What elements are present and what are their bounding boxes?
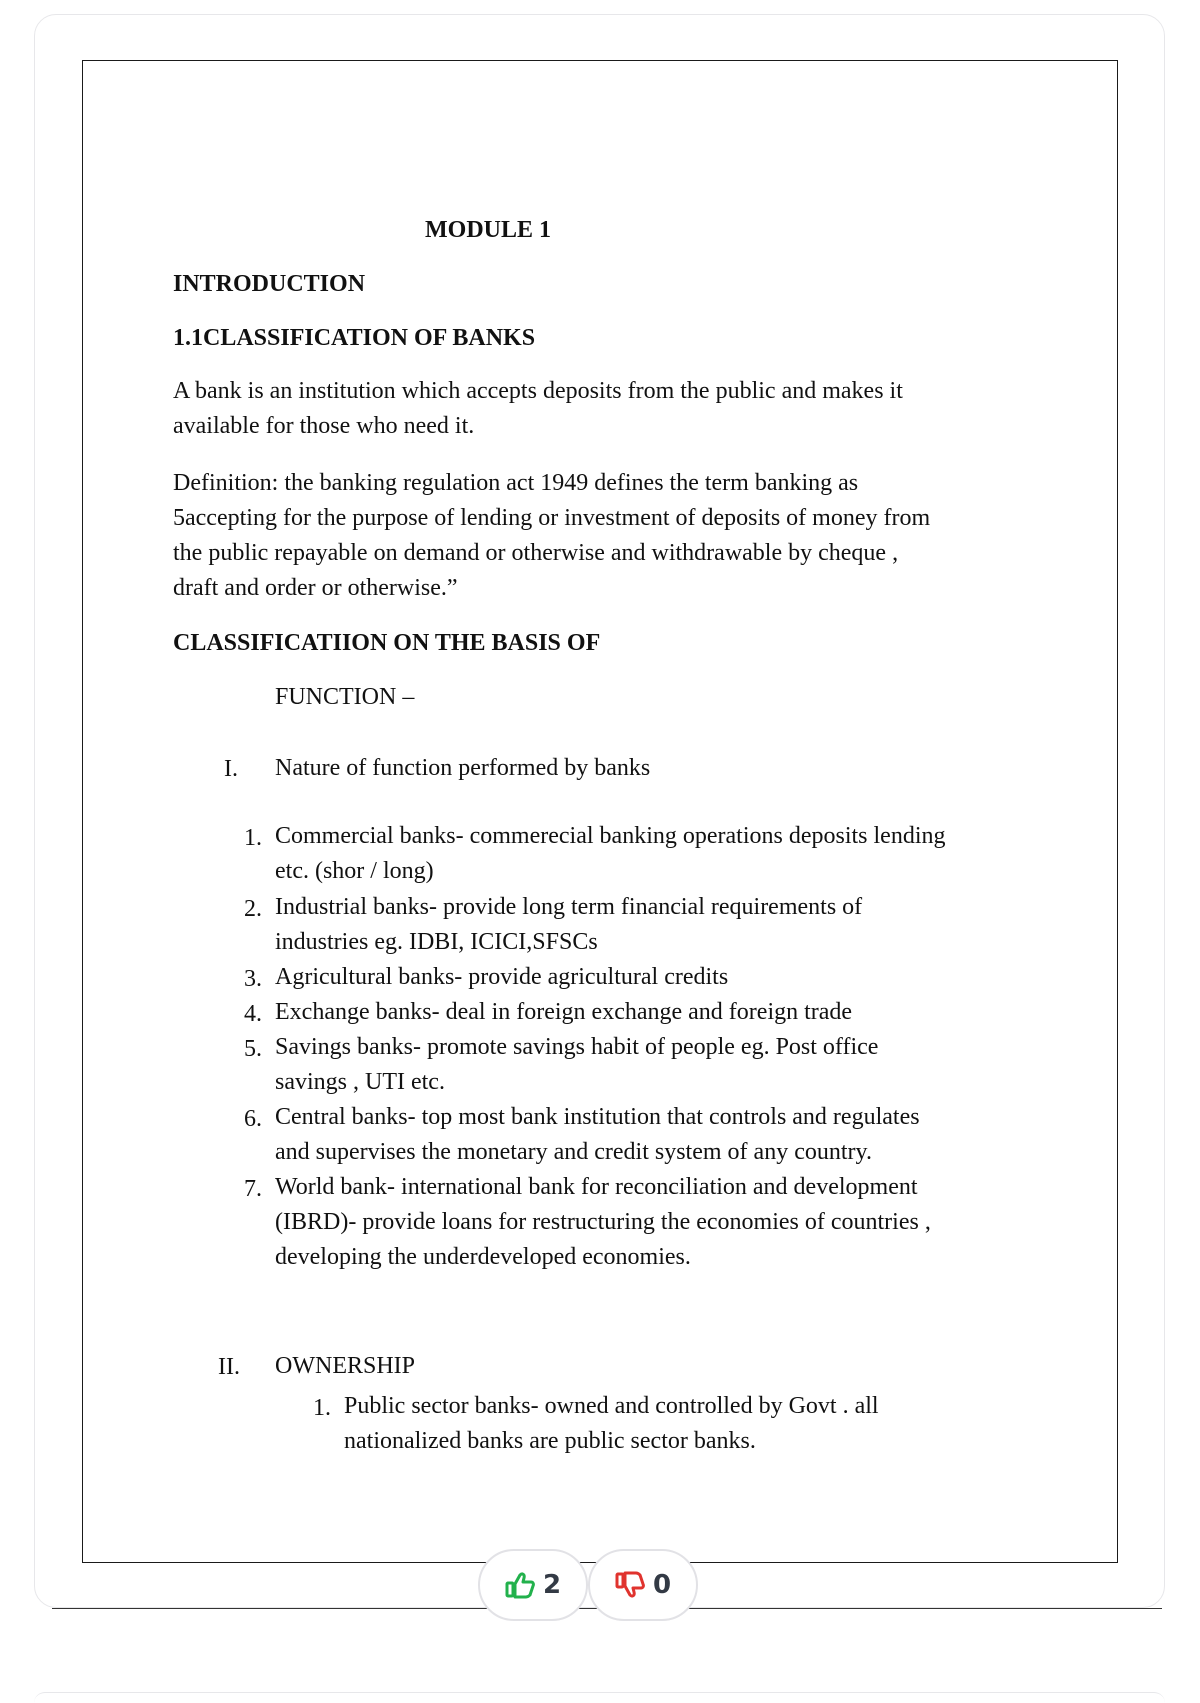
definition-line: 5accepting for the purpose of lending or investment of deposits of money from bbox=[173, 505, 931, 531]
list-number: 3. bbox=[244, 966, 262, 992]
list-item bbox=[275, 1100, 920, 1170]
list-item-line: Exchange banks- deal in foreign exchange and foreign trade bbox=[275, 999, 853, 1025]
thumbs-down-icon bbox=[615, 1571, 645, 1599]
intro-paragraph bbox=[173, 374, 903, 444]
list-item bbox=[275, 1170, 931, 1275]
downvote-count: 0 bbox=[652, 1570, 672, 1600]
definition-line: draft and order or otherwise.” bbox=[173, 575, 458, 601]
list-item-line: Agricultural banks- provide agricultural credits bbox=[275, 964, 729, 990]
list-item-line: industries eg. IDBI, ICICI,SFSCs bbox=[275, 929, 598, 955]
subsection-heading: 1.1CLASSIFICATION OF BANKS bbox=[173, 325, 536, 351]
list-item-line: and supervises the monetary and credit system of any country. bbox=[275, 1139, 872, 1165]
list-item bbox=[275, 819, 946, 889]
list-item-line: Industrial banks- provide long term financial requirements of bbox=[275, 894, 863, 920]
list-item bbox=[275, 1030, 878, 1100]
section-title: Nature of function performed by banks bbox=[275, 755, 651, 781]
section-heading: INTRODUCTION bbox=[173, 271, 366, 297]
intro-line: available for those who need it. bbox=[173, 413, 475, 439]
thumbs-up-icon bbox=[505, 1571, 535, 1599]
section-title: OWNERSHIP bbox=[275, 1353, 416, 1379]
list-number: 5. bbox=[244, 1036, 262, 1062]
function-label: FUNCTION – bbox=[275, 684, 415, 710]
list-number: 7. bbox=[244, 1176, 262, 1202]
module-title: MODULE 1 bbox=[425, 217, 551, 243]
upvote-count: 2 bbox=[542, 1570, 562, 1600]
definition-paragraph bbox=[173, 466, 930, 606]
list-item-line: World bank- international bank for reconciliation and development bbox=[275, 1174, 918, 1200]
definition-line: Definition: the banking regulation act 1949 defines the term banking as bbox=[173, 470, 859, 496]
list-item-line: Commercial banks- commerecial banking operations deposits lending bbox=[275, 823, 946, 849]
list-item bbox=[275, 995, 852, 1030]
list-item-line: Savings banks- promote savings habit of people eg. Post office bbox=[275, 1034, 879, 1060]
list-number: 4. bbox=[244, 1001, 262, 1027]
upvote-button[interactable] bbox=[478, 1549, 588, 1621]
definition-line: the public repayable on demand or otherwise and withdrawable by cheque , bbox=[173, 540, 899, 566]
section-numeral: II. bbox=[218, 1354, 240, 1380]
section-numeral: I. bbox=[224, 756, 238, 782]
list-number: 1. bbox=[313, 1395, 331, 1421]
list-item bbox=[344, 1389, 879, 1459]
list-item bbox=[275, 960, 728, 995]
list-number: 1. bbox=[244, 825, 262, 851]
list-item-line: developing the underdeveloped economies. bbox=[275, 1244, 691, 1270]
list-item-line: savings , UTI etc. bbox=[275, 1069, 445, 1095]
list-item-line: (IBRD)- provide loans for restructuring the economies of countries , bbox=[275, 1209, 931, 1235]
list-number: 2. bbox=[244, 896, 262, 922]
list-item-line: nationalized banks are public sector banks. bbox=[344, 1428, 756, 1454]
downvote-button[interactable] bbox=[588, 1549, 698, 1621]
list-item bbox=[275, 890, 862, 960]
intro-line: A bank is an institution which accepts deposits from the public and makes it bbox=[173, 378, 903, 404]
list-number: 6. bbox=[244, 1106, 262, 1132]
list-item-line: Central banks- top most bank institution that controls and regulates bbox=[275, 1104, 920, 1130]
list-item-line: etc. (shor / long) bbox=[275, 858, 434, 884]
basis-heading: CLASSIFICATIION ON THE BASIS OF bbox=[173, 630, 601, 656]
list-item-line: Public sector banks- owned and controlled by Govt . all bbox=[344, 1393, 879, 1419]
